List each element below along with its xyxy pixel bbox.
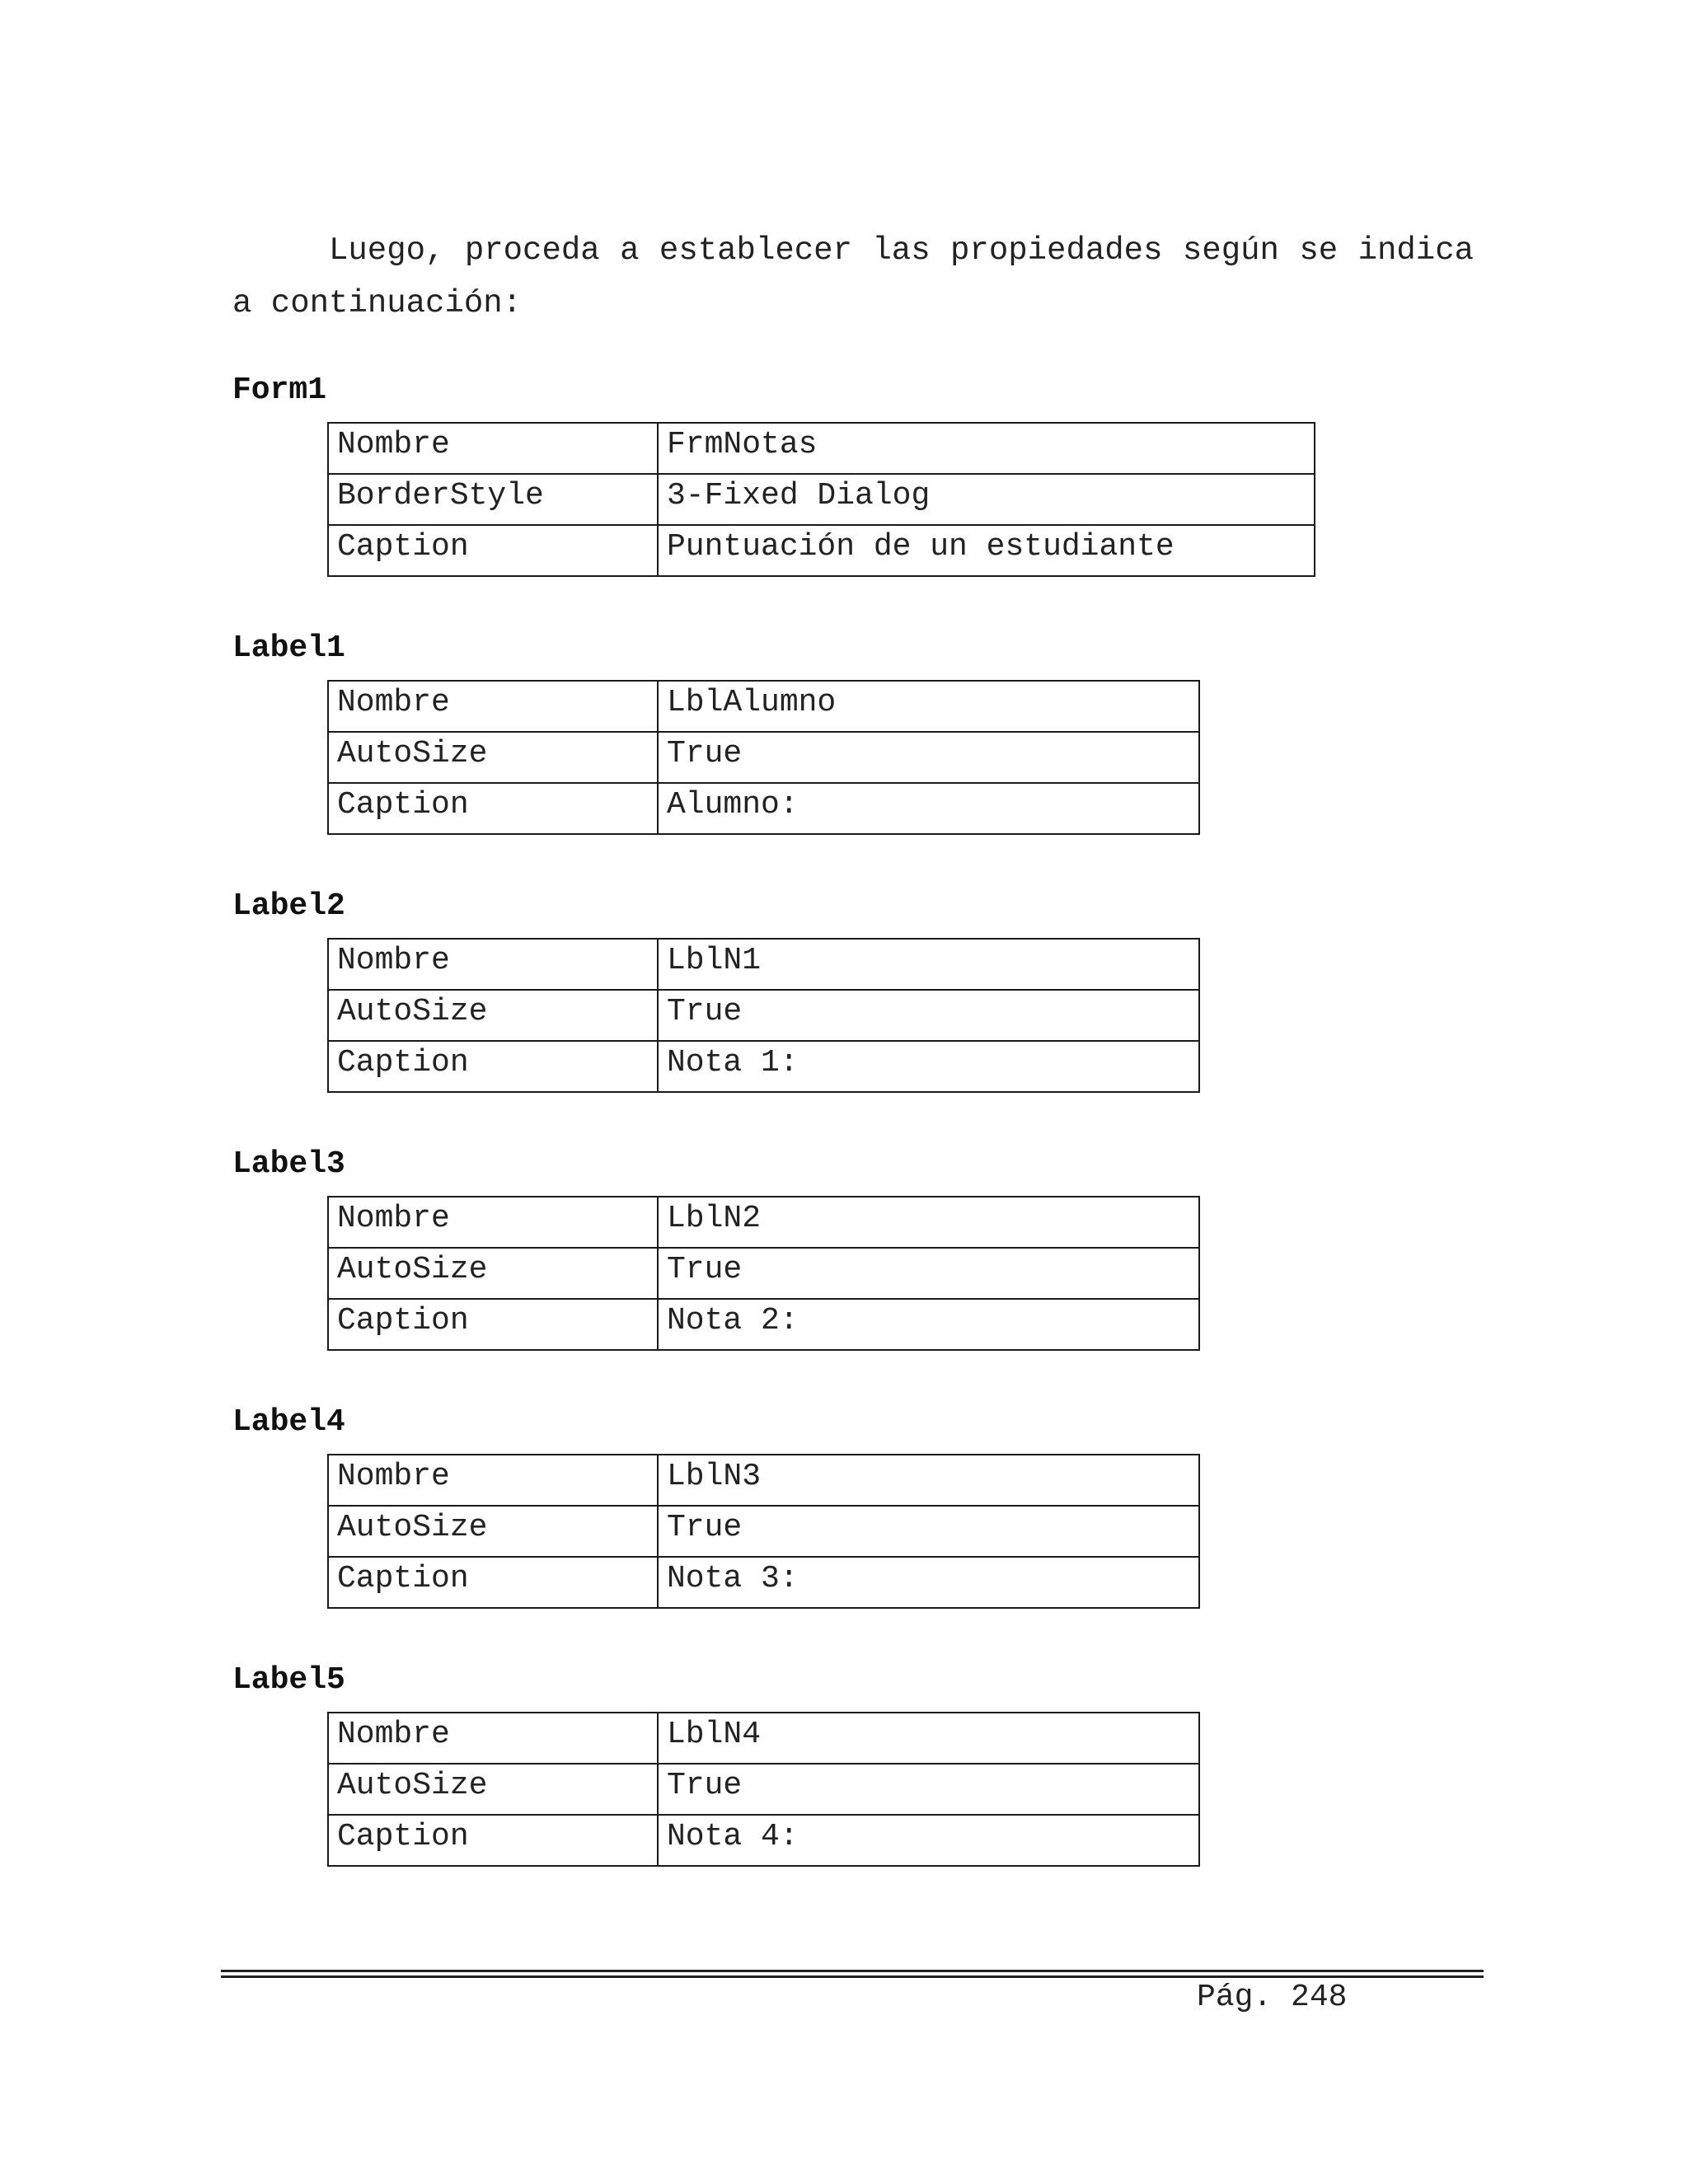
section-label1 (232, 630, 1200, 835)
table-row (328, 1764, 1199, 1815)
properties-table (327, 1196, 1200, 1351)
section-title: Label2 (232, 888, 345, 924)
property-name: Nombre (328, 1455, 658, 1506)
property-name: AutoSize (328, 732, 658, 783)
table-row (328, 1506, 1199, 1557)
property-name: Caption (328, 1557, 658, 1608)
section-title: Label1 (232, 630, 345, 666)
table-row (328, 1557, 1199, 1608)
properties-table (327, 680, 1200, 835)
section-form1 (232, 373, 1315, 577)
property-name: Caption (328, 525, 658, 576)
property-name: Caption (328, 1815, 658, 1866)
table-row (328, 732, 1199, 783)
property-value: True (658, 1506, 1199, 1557)
property-name: Nombre (328, 681, 658, 732)
section-label3 (232, 1146, 1200, 1351)
property-name: AutoSize (328, 1506, 658, 1557)
table-row (328, 525, 1315, 576)
property-value: True (658, 732, 1199, 783)
property-value: LblAlumno (658, 681, 1199, 732)
properties-table (327, 1454, 1200, 1609)
section-label4 (232, 1404, 1200, 1609)
property-value: LblN3 (658, 1455, 1199, 1506)
property-value: Alumno: (658, 783, 1199, 834)
property-name: AutoSize (328, 1248, 658, 1299)
footer-rule-bottom (221, 1975, 1484, 1978)
property-value: LblN1 (658, 939, 1199, 990)
property-name: AutoSize (328, 1764, 658, 1815)
property-name: Caption (328, 1041, 658, 1092)
property-value: Nota 4: (658, 1815, 1199, 1866)
section-label5 (232, 1662, 1200, 1867)
property-value: Nota 3: (658, 1557, 1199, 1608)
property-name: BorderStyle (328, 474, 658, 525)
intro-paragraph: Luego, proceda a establecer las propiedades según se indica a continuación: (232, 232, 1474, 321)
property-value: Puntuación de un estudiante (658, 525, 1315, 576)
table-row (328, 1815, 1199, 1866)
table-row (328, 990, 1199, 1041)
table-row (328, 1197, 1199, 1248)
section-title: Label4 (232, 1404, 345, 1440)
property-name: AutoSize (328, 990, 658, 1041)
table-row (328, 1248, 1199, 1299)
property-name: Caption (328, 1299, 658, 1350)
table-row (328, 1455, 1199, 1506)
page-number: Pág. 248 (1197, 1980, 1348, 2015)
property-value: True (658, 1764, 1199, 1815)
property-value: Nota 1: (658, 1041, 1199, 1092)
property-value: True (658, 1248, 1199, 1299)
section-title: Label3 (232, 1146, 345, 1182)
property-value: 3-Fixed Dialog (658, 474, 1315, 525)
properties-table (327, 938, 1200, 1093)
property-value: FrmNotas (658, 423, 1315, 474)
table-row (328, 474, 1315, 525)
footer-rule-top (221, 1970, 1484, 1972)
property-value: Nota 2: (658, 1299, 1199, 1350)
property-value: LblN2 (658, 1197, 1199, 1248)
table-row (328, 939, 1199, 990)
table-row (328, 423, 1315, 474)
property-value: LblN4 (658, 1713, 1199, 1764)
property-name: Nombre (328, 1197, 658, 1248)
properties-table (327, 422, 1315, 577)
table-row (328, 783, 1199, 834)
table-row (328, 1041, 1199, 1092)
property-name: Caption (328, 783, 658, 834)
property-value: True (658, 990, 1199, 1041)
section-title: Label5 (232, 1662, 345, 1698)
table-row (328, 1299, 1199, 1350)
table-row (328, 1713, 1199, 1764)
property-name: Nombre (328, 1713, 658, 1764)
property-name: Nombre (328, 939, 658, 990)
section-label2 (232, 888, 1200, 1093)
property-name: Nombre (328, 423, 658, 474)
table-row (328, 681, 1199, 732)
properties-table (327, 1712, 1200, 1867)
section-title: Form1 (232, 373, 327, 408)
